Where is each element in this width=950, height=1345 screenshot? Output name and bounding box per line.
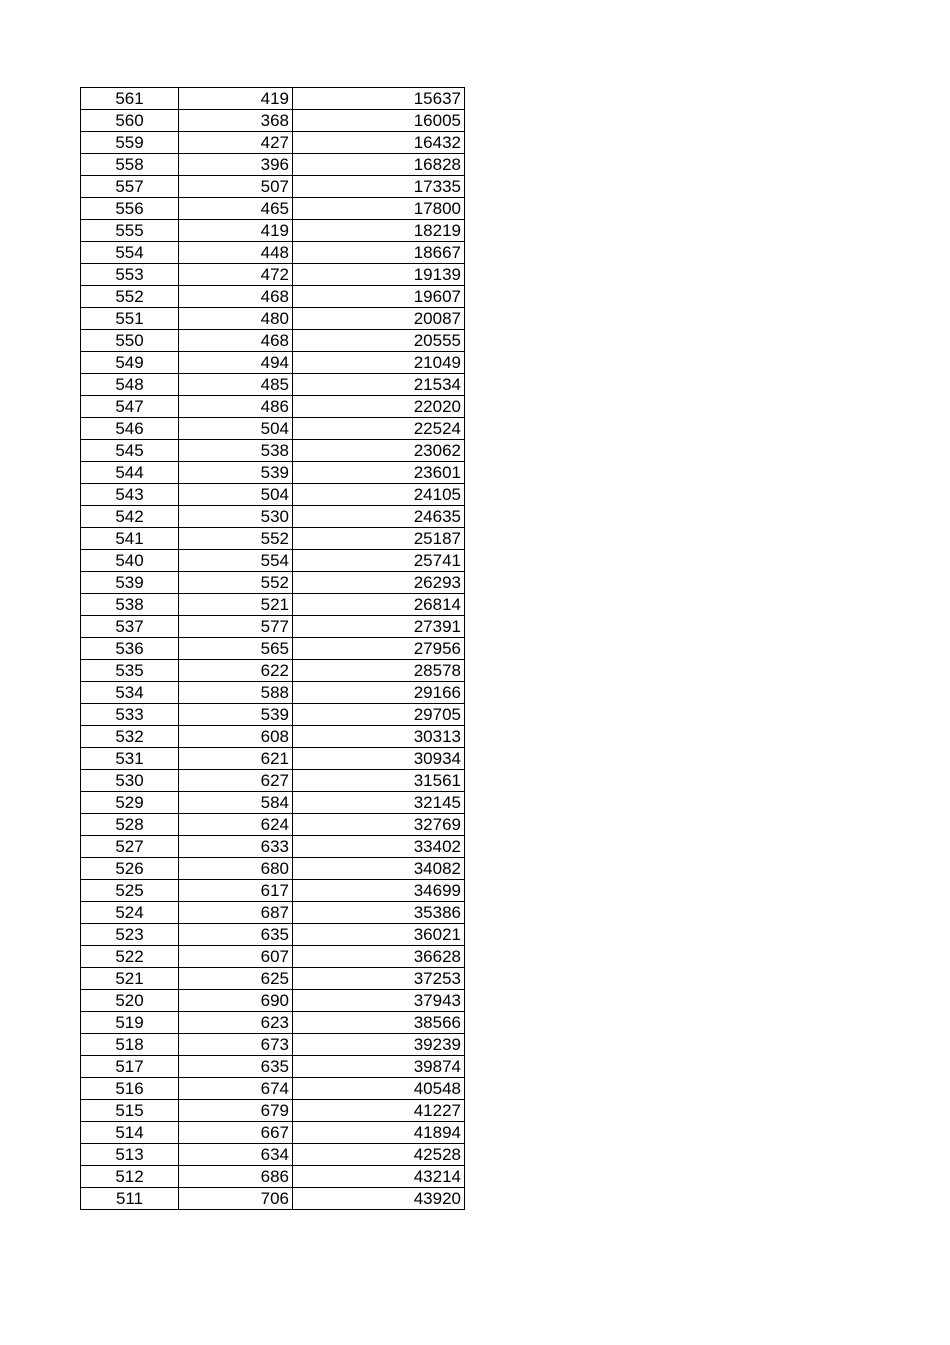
cumulative-count-cell: 37253 [293, 968, 465, 990]
cumulative-count-cell: 28578 [293, 660, 465, 682]
table-row [81, 594, 465, 616]
score-cell: 536 [81, 638, 179, 660]
cumulative-count-cell: 39874 [293, 1056, 465, 1078]
table-row [81, 660, 465, 682]
count-cell: 468 [179, 286, 293, 308]
cumulative-count-cell: 16828 [293, 154, 465, 176]
score-cell: 533 [81, 704, 179, 726]
cumulative-count-cell: 26814 [293, 594, 465, 616]
count-cell: 584 [179, 792, 293, 814]
score-cell: 531 [81, 748, 179, 770]
score-cell: 530 [81, 770, 179, 792]
table-row [81, 1056, 465, 1078]
cumulative-count-cell: 17800 [293, 198, 465, 220]
table-row [81, 1122, 465, 1144]
cumulative-count-cell: 22020 [293, 396, 465, 418]
score-cell: 538 [81, 594, 179, 616]
cumulative-count-cell: 25187 [293, 528, 465, 550]
count-cell: 627 [179, 770, 293, 792]
score-cell: 553 [81, 264, 179, 286]
cumulative-count-cell: 32145 [293, 792, 465, 814]
count-cell: 607 [179, 946, 293, 968]
score-cell: 524 [81, 902, 179, 924]
score-cell: 548 [81, 374, 179, 396]
table-row [81, 132, 465, 154]
score-cell: 520 [81, 990, 179, 1012]
count-cell: 706 [179, 1188, 293, 1210]
score-table [80, 87, 465, 1210]
table-row [81, 308, 465, 330]
count-cell: 396 [179, 154, 293, 176]
table-row [81, 154, 465, 176]
count-cell: 552 [179, 572, 293, 594]
count-cell: 485 [179, 374, 293, 396]
score-cell: 556 [81, 198, 179, 220]
score-cell: 561 [81, 88, 179, 110]
cumulative-count-cell: 16432 [293, 132, 465, 154]
score-cell: 526 [81, 858, 179, 880]
score-cell: 513 [81, 1144, 179, 1166]
table-row [81, 638, 465, 660]
score-cell: 557 [81, 176, 179, 198]
cumulative-count-cell: 29705 [293, 704, 465, 726]
score-cell: 543 [81, 484, 179, 506]
cumulative-count-cell: 17335 [293, 176, 465, 198]
table-row [81, 572, 465, 594]
count-cell: 552 [179, 528, 293, 550]
cumulative-count-cell: 20087 [293, 308, 465, 330]
count-cell: 623 [179, 1012, 293, 1034]
cumulative-count-cell: 18667 [293, 242, 465, 264]
table-row [81, 748, 465, 770]
count-cell: 622 [179, 660, 293, 682]
cumulative-count-cell: 31561 [293, 770, 465, 792]
cumulative-count-cell: 21534 [293, 374, 465, 396]
count-cell: 472 [179, 264, 293, 286]
score-cell: 527 [81, 836, 179, 858]
score-cell: 516 [81, 1078, 179, 1100]
count-cell: 633 [179, 836, 293, 858]
table-row [81, 924, 465, 946]
cumulative-count-cell: 15637 [293, 88, 465, 110]
count-cell: 621 [179, 748, 293, 770]
score-cell: 525 [81, 880, 179, 902]
count-cell: 554 [179, 550, 293, 572]
cumulative-count-cell: 27391 [293, 616, 465, 638]
count-cell: 539 [179, 704, 293, 726]
cumulative-count-cell: 20555 [293, 330, 465, 352]
count-cell: 588 [179, 682, 293, 704]
score-table-body [81, 88, 465, 1210]
score-cell: 552 [81, 286, 179, 308]
count-cell: 577 [179, 616, 293, 638]
count-cell: 504 [179, 418, 293, 440]
score-cell: 515 [81, 1100, 179, 1122]
cumulative-count-cell: 34699 [293, 880, 465, 902]
cumulative-count-cell: 32769 [293, 814, 465, 836]
cumulative-count-cell: 26293 [293, 572, 465, 594]
table-row [81, 1012, 465, 1034]
count-cell: 690 [179, 990, 293, 1012]
count-cell: 624 [179, 814, 293, 836]
cumulative-count-cell: 16005 [293, 110, 465, 132]
cumulative-count-cell: 24105 [293, 484, 465, 506]
cumulative-count-cell: 19607 [293, 286, 465, 308]
table-row [81, 176, 465, 198]
score-cell: 523 [81, 924, 179, 946]
score-cell: 518 [81, 1034, 179, 1056]
table-row [81, 352, 465, 374]
count-cell: 507 [179, 176, 293, 198]
count-cell: 504 [179, 484, 293, 506]
cumulative-count-cell: 25741 [293, 550, 465, 572]
count-cell: 634 [179, 1144, 293, 1166]
cumulative-count-cell: 30934 [293, 748, 465, 770]
count-cell: 480 [179, 308, 293, 330]
cumulative-count-cell: 39239 [293, 1034, 465, 1056]
score-cell: 549 [81, 352, 179, 374]
table-row [81, 528, 465, 550]
score-cell: 544 [81, 462, 179, 484]
score-cell: 514 [81, 1122, 179, 1144]
table-row [81, 1144, 465, 1166]
score-cell: 535 [81, 660, 179, 682]
count-cell: 486 [179, 396, 293, 418]
table-row [81, 506, 465, 528]
count-cell: 448 [179, 242, 293, 264]
score-cell: 537 [81, 616, 179, 638]
score-cell: 554 [81, 242, 179, 264]
cumulative-count-cell: 43214 [293, 1166, 465, 1188]
count-cell: 465 [179, 198, 293, 220]
score-cell: 551 [81, 308, 179, 330]
score-cell: 550 [81, 330, 179, 352]
table-row [81, 330, 465, 352]
cumulative-count-cell: 34082 [293, 858, 465, 880]
count-cell: 687 [179, 902, 293, 924]
score-cell: 522 [81, 946, 179, 968]
score-cell: 547 [81, 396, 179, 418]
table-row [81, 110, 465, 132]
table-row [81, 1166, 465, 1188]
table-row [81, 550, 465, 572]
table-row [81, 374, 465, 396]
cumulative-count-cell: 27956 [293, 638, 465, 660]
count-cell: 679 [179, 1100, 293, 1122]
count-cell: 680 [179, 858, 293, 880]
count-cell: 539 [179, 462, 293, 484]
cumulative-count-cell: 19139 [293, 264, 465, 286]
cumulative-count-cell: 36021 [293, 924, 465, 946]
count-cell: 468 [179, 330, 293, 352]
table-row [81, 418, 465, 440]
table-row [81, 814, 465, 836]
table-row [81, 836, 465, 858]
table-row [81, 198, 465, 220]
table-row [81, 792, 465, 814]
table-row [81, 858, 465, 880]
count-cell: 608 [179, 726, 293, 748]
cumulative-count-cell: 43920 [293, 1188, 465, 1210]
count-cell: 530 [179, 506, 293, 528]
table-row [81, 1078, 465, 1100]
table-row [81, 396, 465, 418]
score-cell: 532 [81, 726, 179, 748]
cumulative-count-cell: 33402 [293, 836, 465, 858]
count-cell: 673 [179, 1034, 293, 1056]
count-cell: 427 [179, 132, 293, 154]
table-row [81, 88, 465, 110]
table-row [81, 968, 465, 990]
count-cell: 617 [179, 880, 293, 902]
score-cell: 560 [81, 110, 179, 132]
table-row [81, 440, 465, 462]
table-row [81, 616, 465, 638]
table-row [81, 1100, 465, 1122]
score-cell: 512 [81, 1166, 179, 1188]
cumulative-count-cell: 35386 [293, 902, 465, 924]
cumulative-count-cell: 37943 [293, 990, 465, 1012]
score-cell: 517 [81, 1056, 179, 1078]
table-row [81, 880, 465, 902]
score-cell: 540 [81, 550, 179, 572]
score-cell: 519 [81, 1012, 179, 1034]
cumulative-count-cell: 21049 [293, 352, 465, 374]
count-cell: 494 [179, 352, 293, 374]
count-cell: 625 [179, 968, 293, 990]
score-cell: 521 [81, 968, 179, 990]
count-cell: 419 [179, 220, 293, 242]
count-cell: 635 [179, 1056, 293, 1078]
count-cell: 419 [179, 88, 293, 110]
cumulative-count-cell: 41227 [293, 1100, 465, 1122]
table-row [81, 242, 465, 264]
score-cell: 559 [81, 132, 179, 154]
table-row [81, 462, 465, 484]
cumulative-count-cell: 18219 [293, 220, 465, 242]
count-cell: 635 [179, 924, 293, 946]
cumulative-count-cell: 38566 [293, 1012, 465, 1034]
count-cell: 667 [179, 1122, 293, 1144]
table-row [81, 1188, 465, 1210]
count-cell: 565 [179, 638, 293, 660]
score-cell: 555 [81, 220, 179, 242]
score-cell: 542 [81, 506, 179, 528]
count-cell: 538 [179, 440, 293, 462]
table-row [81, 726, 465, 748]
cumulative-count-cell: 24635 [293, 506, 465, 528]
score-cell: 539 [81, 572, 179, 594]
cumulative-count-cell: 40548 [293, 1078, 465, 1100]
table-row [81, 286, 465, 308]
score-cell: 529 [81, 792, 179, 814]
count-cell: 521 [179, 594, 293, 616]
score-cell: 534 [81, 682, 179, 704]
cumulative-count-cell: 23062 [293, 440, 465, 462]
table-row [81, 1034, 465, 1056]
table-row [81, 770, 465, 792]
count-cell: 368 [179, 110, 293, 132]
score-cell: 541 [81, 528, 179, 550]
cumulative-count-cell: 30313 [293, 726, 465, 748]
table-row [81, 682, 465, 704]
table-row [81, 902, 465, 924]
score-cell: 546 [81, 418, 179, 440]
score-cell: 511 [81, 1188, 179, 1210]
table-row [81, 484, 465, 506]
count-cell: 686 [179, 1166, 293, 1188]
cumulative-count-cell: 29166 [293, 682, 465, 704]
score-cell: 528 [81, 814, 179, 836]
count-cell: 674 [179, 1078, 293, 1100]
table-row [81, 704, 465, 726]
table-row [81, 990, 465, 1012]
cumulative-count-cell: 22524 [293, 418, 465, 440]
table-row [81, 264, 465, 286]
table-row [81, 946, 465, 968]
score-cell: 558 [81, 154, 179, 176]
score-cell: 545 [81, 440, 179, 462]
cumulative-count-cell: 36628 [293, 946, 465, 968]
cumulative-count-cell: 42528 [293, 1144, 465, 1166]
cumulative-count-cell: 41894 [293, 1122, 465, 1144]
cumulative-count-cell: 23601 [293, 462, 465, 484]
table-row [81, 220, 465, 242]
